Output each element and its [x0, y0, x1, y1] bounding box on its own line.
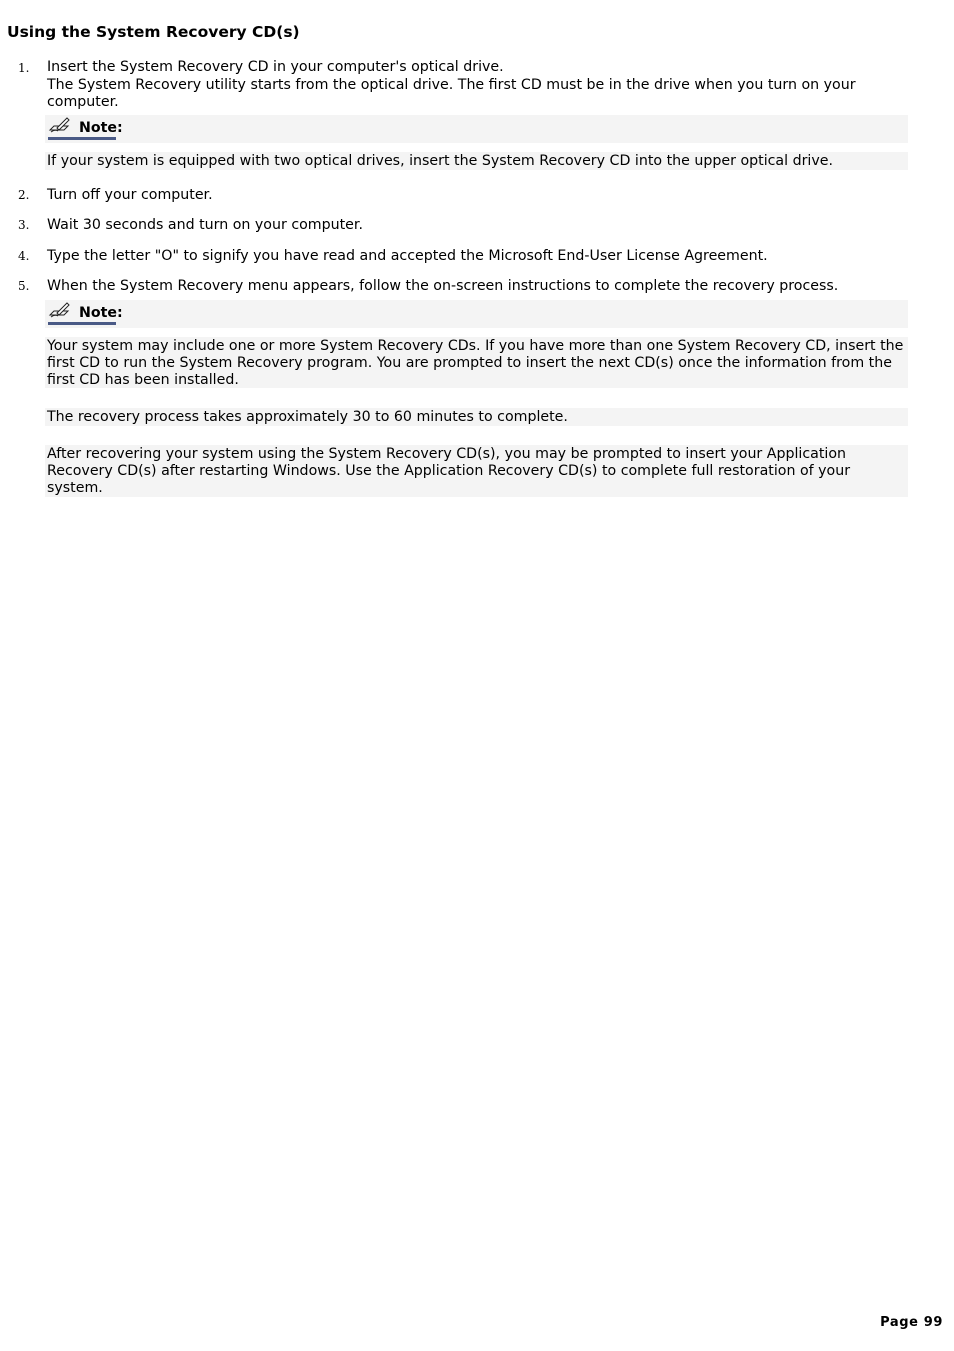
step-number: 5.	[18, 279, 30, 293]
note-text: If your system is equipped with two optical drives, insert the System Recovery CD into the upper optical drive.	[47, 153, 833, 169]
page-number: Page 99	[880, 1315, 943, 1330]
step-text: Turn off your computer.	[47, 187, 213, 203]
note-header	[45, 115, 908, 143]
note-pencil-icon	[47, 301, 71, 319]
step-number: 3.	[18, 218, 30, 232]
note-text: The recovery process takes approximately 30 to 60 minutes to complete.	[47, 409, 568, 425]
note-header	[45, 300, 908, 328]
note-label: Note:	[79, 120, 123, 136]
note-label: Note:	[79, 305, 123, 321]
step-text: When the System Recovery menu appears, follow the on-screen instructions to complete the recovery process.	[47, 278, 839, 294]
page-title: Using the System Recovery CD(s)	[7, 23, 300, 41]
note-pencil-icon	[47, 116, 71, 134]
step-text: Type the letter "O" to signify you have read and accepted the Microsoft End-User License Agreement.	[47, 248, 768, 264]
step-number: 2.	[18, 188, 30, 202]
step-text: Insert the System Recovery CD in your computer's optical drive.	[47, 59, 504, 75]
note-underline	[48, 322, 116, 325]
note-text: Your system may include one or more System Recovery CDs. If you have more than one System Recovery CD, insert the first CD to run the System Recovery program. You are prompted to insert the next CD(s) once the information from the first CD has been installed.	[47, 338, 904, 388]
step-detail: The System Recovery utility starts from the optical drive. The first CD must be in the drive when you turn on your computer.	[47, 77, 856, 110]
note-underline	[48, 137, 116, 140]
step-text: Wait 30 seconds and turn on your computer.	[47, 217, 363, 233]
note-text: After recovering your system using the System Recovery CD(s), you may be prompted to insert your Application Recovery CD(s) after restarting Windows. Use the Application Recovery CD(s) to complete full restoration of your system.	[47, 446, 851, 496]
step-number: 1.	[18, 61, 30, 75]
step-number: 4.	[18, 249, 30, 263]
